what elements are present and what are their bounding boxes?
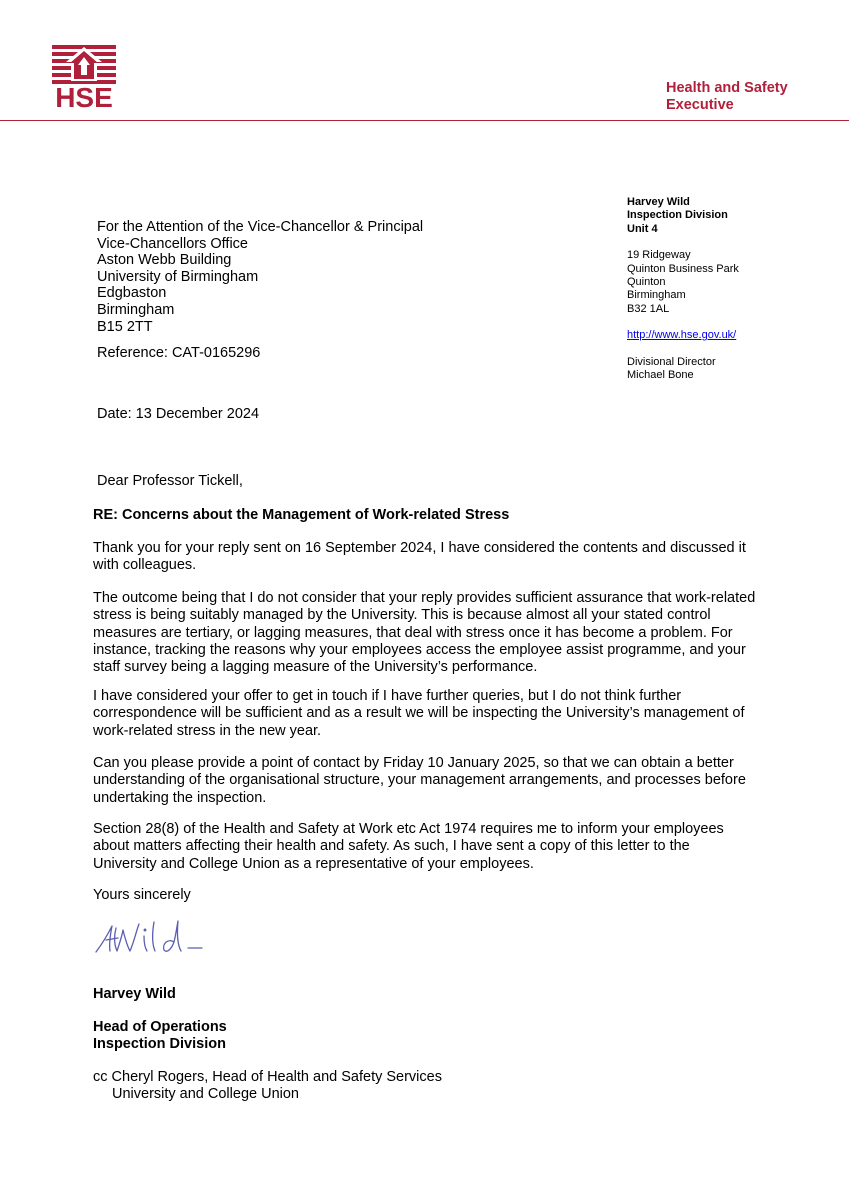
- paragraph-line: The outcome being that I do not consider that your reply provides sufficient assurance that work-related: [93, 590, 756, 606]
- hse-logo: [52, 45, 116, 109]
- paragraph-line: measures are tertiary, or lagging measures, that deal with stress once it has become a problem. For: [93, 624, 733, 641]
- paragraph-line: Can you please provide a point of contact by Friday 10 January 2025, so that we can obtain a better: [93, 755, 734, 771]
- sender-name: Harvey Wild: [627, 196, 690, 208]
- recipient-line: University of Birmingham: [97, 268, 259, 285]
- agency-name: [666, 80, 816, 114]
- body-paragraph: [93, 821, 773, 873]
- sender-address-line: 19 Ridgeway: [627, 249, 691, 262]
- salutation: Dear Professor Tickell,: [97, 473, 243, 489]
- letter-date: Date: 13 December 2024: [97, 406, 260, 422]
- hse-website-link[interactable]: http://www.hse.gov.uk/: [627, 329, 737, 342]
- paragraph-line: understanding of the organisational structure, your management arrangements, and processes before: [93, 772, 746, 789]
- paragraph-line: with colleagues.: [93, 557, 197, 574]
- signer-title: [93, 1019, 227, 1053]
- sender-block: [627, 196, 827, 382]
- recipient-line: Edgbaston: [97, 285, 167, 302]
- paragraph-line: stress is being suitably managed by the University. This is because almost all your stated control: [93, 607, 711, 624]
- paragraph-line: instance, tracking the reasons why your employees access the employee assist programme, and your: [93, 641, 746, 658]
- recipient-line: Aston Webb Building: [97, 252, 232, 269]
- cc-list: [93, 1069, 442, 1103]
- paragraph-line: University and College Union as a representative of your employees.: [93, 855, 534, 872]
- signer-name: Harvey Wild: [93, 986, 176, 1002]
- director-label: Divisional Director: [627, 355, 716, 368]
- recipient-line: Birmingham: [97, 301, 175, 318]
- recipient-address: [97, 219, 577, 335]
- body-paragraph: [93, 590, 773, 676]
- recipient-line: Vice-Chancellors Office: [97, 235, 248, 252]
- recipient-line: For the Attention of the Vice-Chancellor & Principal: [97, 219, 424, 235]
- paragraph-line: Thank you for your reply sent on 16 September 2024, I have considered the contents and discussed it: [93, 540, 746, 556]
- closing: Yours sincerely: [93, 887, 191, 903]
- cc-line: University and College Union: [112, 1086, 299, 1102]
- sender-address-line: Quinton: [627, 276, 666, 289]
- agency-line-1: Health and Safety: [666, 80, 788, 96]
- paragraph-line: I have considered your offer to get in touch if I have further queries, but I do not think further: [93, 688, 682, 704]
- paragraph-line: staff survey being a lagging measure of the University’s performance.: [93, 659, 538, 676]
- sender-unit: Unit 4: [627, 222, 658, 235]
- recipient-line: B15 2TT: [97, 318, 153, 335]
- director-name: Michael Bone: [627, 369, 694, 382]
- paragraph-line: correspondence will be sufficient and as a result we will be inspecting the University’s management of: [93, 705, 745, 722]
- paragraph-line: Section 28(8) of the Health and Safety at Work etc Act 1974 requires me to inform your employees: [93, 821, 724, 837]
- sender-address-line: Birmingham: [627, 289, 686, 302]
- body-paragraph: [93, 688, 773, 740]
- paragraph-line: undertaking the inspection.: [93, 789, 267, 806]
- agency-line-2: Executive: [666, 97, 734, 113]
- sender-address-line: Quinton Business Park: [627, 262, 739, 275]
- header-divider: [0, 120, 849, 121]
- body-paragraph: [93, 540, 773, 575]
- logo-text: HSE: [55, 82, 113, 109]
- signer-division: Inspection Division: [93, 1036, 226, 1052]
- body-paragraph: [93, 755, 773, 807]
- reference-number: Reference: CAT-0165296: [97, 345, 261, 361]
- subject-line: RE: Concerns about the Management of Work-related Stress: [93, 507, 510, 523]
- sender-address-line: B32 1AL: [627, 302, 670, 315]
- sender-division: Inspection Division: [627, 209, 728, 222]
- paragraph-line: about matters affecting their health and safety. As such, I have sent a copy of this letter to the: [93, 838, 690, 855]
- signature-image: [92, 918, 217, 958]
- cc-line: cc Cheryl Rogers, Head of Health and Safety Services: [93, 1069, 442, 1085]
- paragraph-line: work-related stress in the new year.: [93, 722, 322, 739]
- signer-role: Head of Operations: [93, 1019, 227, 1035]
